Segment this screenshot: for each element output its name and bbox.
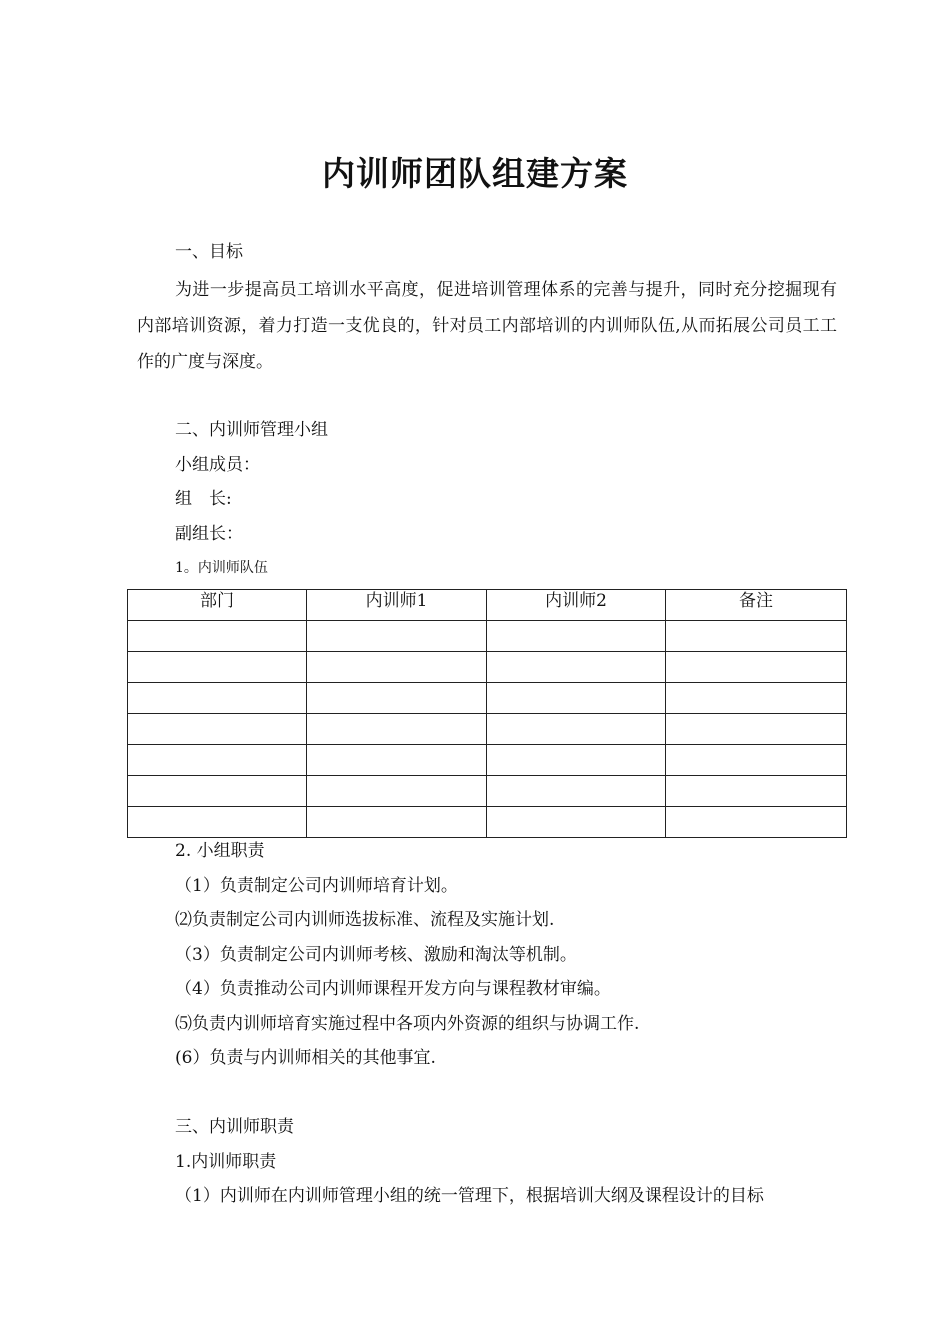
table-cell (487, 683, 666, 714)
table-cell (487, 652, 666, 683)
table-row (128, 714, 847, 745)
duty-item-6: (6）负责与内训师相关的其他事宜. (175, 1048, 436, 1068)
duty-item-1: （1）负责制定公司内训师培育计划。 (175, 876, 458, 896)
duty-item-4: （4）负责推动公司内训师课程开发方向与课程教材审编。 (175, 979, 611, 999)
table-cell (487, 714, 666, 745)
table-cell (307, 683, 487, 714)
table-cell (666, 807, 847, 838)
duty-item-5: ⑸负责内训师培育实施过程中各项内外资源的组织与协调工作. (175, 1014, 640, 1034)
table-cell (307, 776, 487, 807)
table-row (128, 683, 847, 714)
table-cell (666, 652, 847, 683)
table-row (128, 621, 847, 652)
table-cell (128, 807, 307, 838)
table-cell (128, 683, 307, 714)
document-title: 内训师团队组建方案 (322, 154, 628, 193)
team-heading: 1。内训师队伍 (175, 560, 268, 576)
section3-heading: 三、内训师职责 (175, 1117, 294, 1137)
table-row (128, 745, 847, 776)
table-cell (666, 683, 847, 714)
table-row (128, 652, 847, 683)
table-cell (128, 745, 307, 776)
members-label: 小组成员： (175, 455, 260, 475)
table-cell (307, 807, 487, 838)
table-row (128, 807, 847, 838)
section2-heading: 二、内训师管理小组 (175, 420, 328, 440)
header-trainer-1: 内训师1 (307, 590, 487, 621)
table-cell (128, 652, 307, 683)
table-cell (128, 714, 307, 745)
table-cell (666, 776, 847, 807)
table-cell (666, 714, 847, 745)
table-cell (487, 621, 666, 652)
table-cell (666, 621, 847, 652)
table-cell (128, 621, 307, 652)
duties-heading: 2. 小组职责 (175, 841, 265, 861)
table-cell (487, 745, 666, 776)
leader-label: 组 长: (175, 489, 232, 509)
duty-item-3: （3）负责制定公司内训师考核、激励和淘汰等机制。 (175, 945, 577, 965)
header-trainer-2: 内训师2 (487, 590, 666, 621)
table-cell (128, 776, 307, 807)
table-cell (666, 745, 847, 776)
table-cell (307, 621, 487, 652)
section1-heading: 一、目标 (175, 242, 243, 262)
header-department: 部门 (128, 590, 307, 621)
table-cell (487, 776, 666, 807)
table-row (128, 776, 847, 807)
section1-paragraph: 为进一步提高员工培训水平高度，促进培训管理体系的完善与提升，同时充分挖掘现有内部培训资源，着力打造一支优良的，针对员工内部培训的内训师队伍,从而拓展公司员工工作的广度与深度。 (137, 280, 837, 372)
table-cell (307, 714, 487, 745)
header-remarks: 备注 (666, 590, 847, 621)
duty-item-2: ⑵负责制定公司内训师选拔标准、流程及实施计划. (175, 910, 555, 930)
table-cell (307, 745, 487, 776)
deputy-label: 副组长： (175, 524, 243, 544)
table-cell (487, 807, 666, 838)
section3-item-1: （1）内训师在内训师管理小组的统一管理下，根据培训大纲及课程设计的目标 (175, 1186, 764, 1206)
table-header-row (128, 590, 847, 621)
section3-subheading: 1.内训师职责 (175, 1152, 277, 1172)
trainer-team-table (127, 589, 847, 838)
table-cell (307, 652, 487, 683)
